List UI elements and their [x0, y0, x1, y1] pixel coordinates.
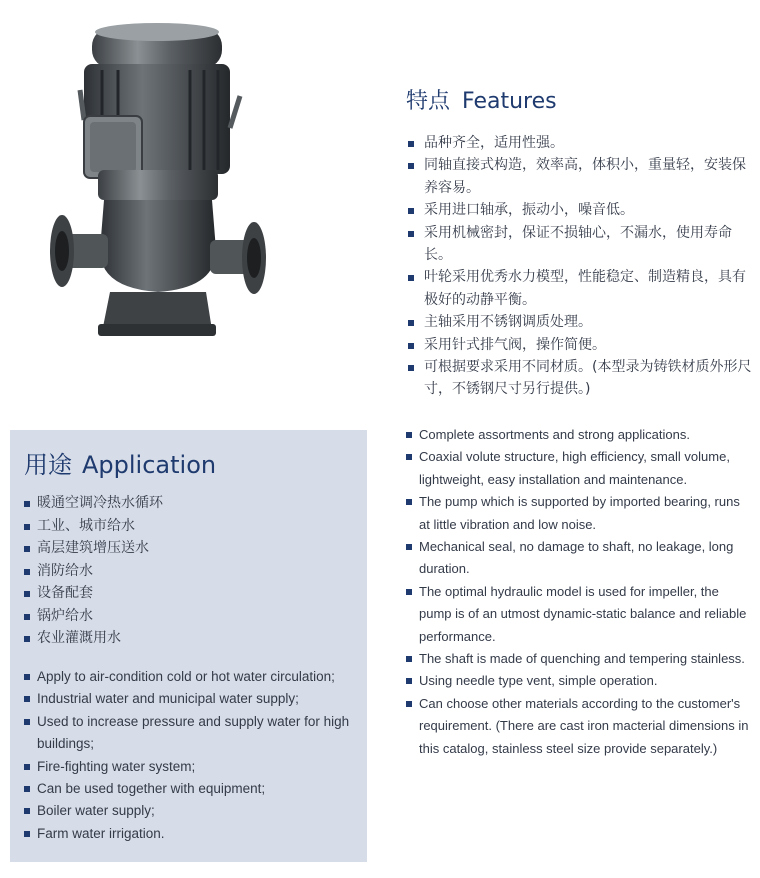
list-item: 消防给水	[24, 560, 354, 583]
features-title-cn: 特点	[406, 89, 451, 114]
list-item: Boiler water supply;	[24, 800, 359, 822]
list-item: 采用进口轴承，振动小，噪音低。	[406, 199, 752, 221]
features-title	[406, 84, 557, 115]
list-item: 采用机械密封，保证不损轴心，不漏水，使用寿命长。	[406, 222, 752, 267]
list-item: Used to increase pressure and supply water for high buildings;	[24, 711, 359, 756]
list-item: Fire-fighting water system;	[24, 756, 359, 778]
list-item: 高层建筑增压送水	[24, 537, 354, 560]
list-item: Apply to air-condition cold or hot water circulation;	[24, 666, 359, 688]
list-item: Mechanical seal, no damage to shaft, no leakage, long duration.	[406, 536, 752, 581]
application-list-cn	[24, 492, 354, 650]
list-item: 设备配套	[24, 582, 354, 605]
list-item: 暖通空调冷热水循环	[24, 492, 354, 515]
application-list-en	[24, 666, 359, 845]
features-list-cn	[406, 132, 752, 401]
list-item: Using needle type vent, simple operation.	[406, 670, 752, 692]
list-item: Industrial water and municipal water supply;	[24, 688, 359, 710]
list-item: 可根据要求采用不同材质。(本型录为铸铁材质外形尺寸，不锈钢尺寸另行提供。)	[406, 356, 752, 401]
list-item: Farm water irrigation.	[24, 823, 359, 845]
list-item: 锅炉给水	[24, 605, 354, 628]
features-list-en	[406, 424, 752, 760]
list-item: Can be used together with equipment;	[24, 778, 359, 800]
list-item: 采用针式排气阀，操作简便。	[406, 334, 752, 356]
list-item: 同轴直接式构造，效率高，体积小，重量轻，安装保养容易。	[406, 154, 752, 199]
features-title-en: Features	[462, 89, 557, 114]
list-item: 工业、城市给水	[24, 515, 354, 538]
list-item: The shaft is made of quenching and tempering stainless.	[406, 648, 752, 670]
list-item: Complete assortments and strong applications.	[406, 424, 752, 446]
pump-image	[40, 20, 280, 350]
application-panel	[10, 430, 367, 862]
list-item: 叶轮采用优秀水力模型，性能稳定、制造精良，具有极好的动静平衡。	[406, 266, 752, 311]
list-item: Coaxial volute structure, high efficiency, small volume, lightweight, easy installation and maintenance.	[406, 446, 752, 491]
application-title	[24, 445, 216, 480]
application-title-cn: 用途	[24, 451, 72, 479]
list-item: The optimal hydraulic model is used for impeller, the pump is of an utmost dynamic-static balance and reliable performance.	[406, 581, 752, 648]
list-item: 品种齐全，适用性强。	[406, 132, 752, 154]
list-item: 主轴采用不锈钢调质处理。	[406, 311, 752, 333]
list-item: 农业灌溉用水	[24, 627, 354, 650]
application-title-en: Application	[82, 451, 217, 479]
list-item: The pump which is supported by imported bearing, runs at little vibration and low noise.	[406, 491, 752, 536]
list-item: Can choose other materials according to the customer's requirement. (There are cast iron macterial dimensions in this catalog, stainless steel size provide separately.)	[406, 693, 752, 760]
